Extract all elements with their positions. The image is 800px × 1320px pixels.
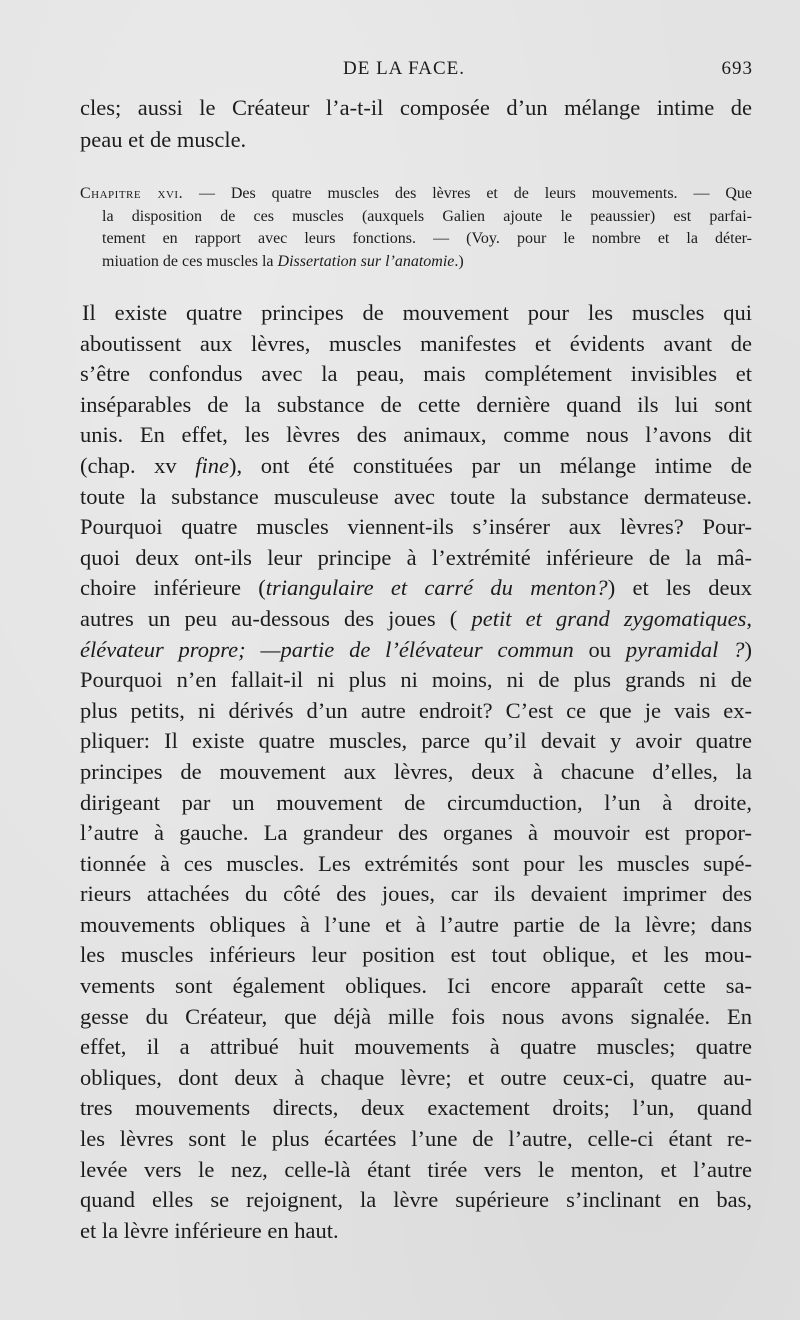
text-line: dirigeant par un mouvement de circumduction, l’un à droite,: [80, 789, 752, 815]
text-line: quand elles se rejoignent, la lèvre supérieure s’inclinant en bas,: [80, 1187, 752, 1213]
page-header: [0, 58, 800, 86]
text-line: rieurs attachées du côté des joues, car ils devaient imprimer des: [80, 881, 752, 907]
text-line: les lèvres sont le plus écartées l’une de l’autre, celle-ci étant re-: [80, 1126, 752, 1152]
text-line: effet, il a attribué huit mouvements à quatre muscles; quatre: [80, 1034, 752, 1060]
summary-text: — Des quatre muscles des lèvres et de leurs mouvements. — Que: [183, 185, 753, 202]
text-line: [80, 604, 752, 635]
text-run: choire inférieure (: [80, 575, 266, 601]
text-line: toute la substance musculeuse avec toute la substance dermateuse.: [80, 483, 752, 509]
text-run: ) et les deux: [607, 575, 752, 601]
italic-run: pyramidal ?: [625, 636, 745, 662]
text-run: ): [744, 636, 752, 662]
text-line: peau et de muscle.: [80, 127, 247, 152]
text-line: et la lèvre inférieure en haut.: [80, 1217, 339, 1243]
summary-text: miuation de ces muscles la: [102, 252, 278, 270]
text-line: levée vers le nez, celle-là étant tirée vers le menton, et l’autre: [80, 1156, 752, 1182]
chapter-summary: [80, 183, 752, 273]
text-line: unis. En effet, les lèvres des animaux, comme nous l’avons dit: [80, 422, 752, 448]
text-line: aboutissent aux lèvres, muscles manifestes et évidents avant de: [80, 330, 752, 356]
text-line: l’autre à gauche. La grandeur des organes à mouvoir est propor-: [80, 820, 752, 846]
text-line: obliques, dont deux à chaque lèvre; et outre ceux-ci, quatre au-: [80, 1064, 752, 1090]
text-line: [80, 635, 752, 666]
summary-text: .): [454, 252, 464, 270]
text-run: ), ont été constituées par un mélange intime de: [229, 452, 752, 478]
summary-italic: Dissertation sur l’anatomie: [277, 252, 455, 270]
page-number: 693: [721, 58, 753, 79]
text-line: [80, 451, 752, 482]
summary-line: tement en rapport avec leurs fonctions. — (Voy. pour le nombre et la déter-: [102, 230, 752, 247]
summary-line: la disposition de ces muscles (auxquels Galien ajoute le peaussier) est parfai-: [102, 207, 752, 225]
chapter-label: Chapitre xvi.: [80, 185, 184, 202]
text-line: Pourquoi quatre muscles viennent-ils s’insérer aux lèvres? Pour-: [80, 514, 752, 540]
main-paragraph: [80, 298, 752, 1246]
text-line: s’être confondus avec la peau, mais complétement invisibles et: [80, 361, 752, 387]
text-run: autres un peu au-dessous des joues (: [80, 605, 472, 631]
text-line: tres mouvements directs, deux exactement droits; l’un, quand: [80, 1095, 752, 1121]
text-run: ou: [573, 636, 626, 662]
italic-run: fine: [195, 452, 230, 478]
text-line: [80, 573, 752, 604]
text-line: vements sont également obliques. Ici encore apparaît cette sa-: [80, 973, 752, 999]
text-line: quoi deux ont-ils leur principe à l’extrémité inférieure de la mâ-: [80, 544, 752, 570]
text-line: Il existe quatre principes de mouvement pour les muscles qui: [82, 300, 752, 325]
text-line: principes de mouvement aux lèvres, deux à chacune d’elles, la: [80, 758, 752, 784]
text-line: plus petits, ni dérivés d’un autre endroit? C’est ce que je vais ex-: [80, 697, 752, 723]
text-line: tionnée à ces muscles. Les extrémités sont pour les muscles supé-: [80, 850, 752, 876]
italic-run: petit et grand zygomatiques: [471, 605, 747, 631]
italic-run: triangulaire et carré du menton?: [265, 575, 608, 601]
text-line: mouvements obliques à l’une et à l’autre partie de la lèvre; dans: [80, 911, 752, 937]
text-line: gesse du Créateur, que déjà mille fois nous avons signalée. En: [80, 1003, 752, 1029]
text-line: cles; aussi le Créateur l’a-t-il composée d’un mélange intime de: [80, 95, 752, 120]
text-line: les muscles inférieurs leur position est tout oblique, et les mou-: [80, 942, 752, 968]
text-line: Pourquoi n’en fallait-il ni plus ni moins, ni de plus grands ni de: [80, 667, 752, 693]
opening-paragraph: [80, 92, 752, 156]
summary-line: [80, 251, 752, 274]
running-title: DE LA FACE.: [343, 58, 466, 79]
italic-run: élévateur propre; —partie de l’élévateur commun: [80, 636, 574, 662]
text-line: pliquer: Il existe quatre muscles, parce qu’il devait y avoir quatre: [80, 728, 752, 754]
text-line: inséparables de la substance de cette dernière quand ils lui sont: [80, 391, 752, 417]
text-run: (chap. xv: [80, 452, 196, 478]
text-run: ,: [746, 605, 752, 631]
summary-line: [80, 183, 752, 206]
